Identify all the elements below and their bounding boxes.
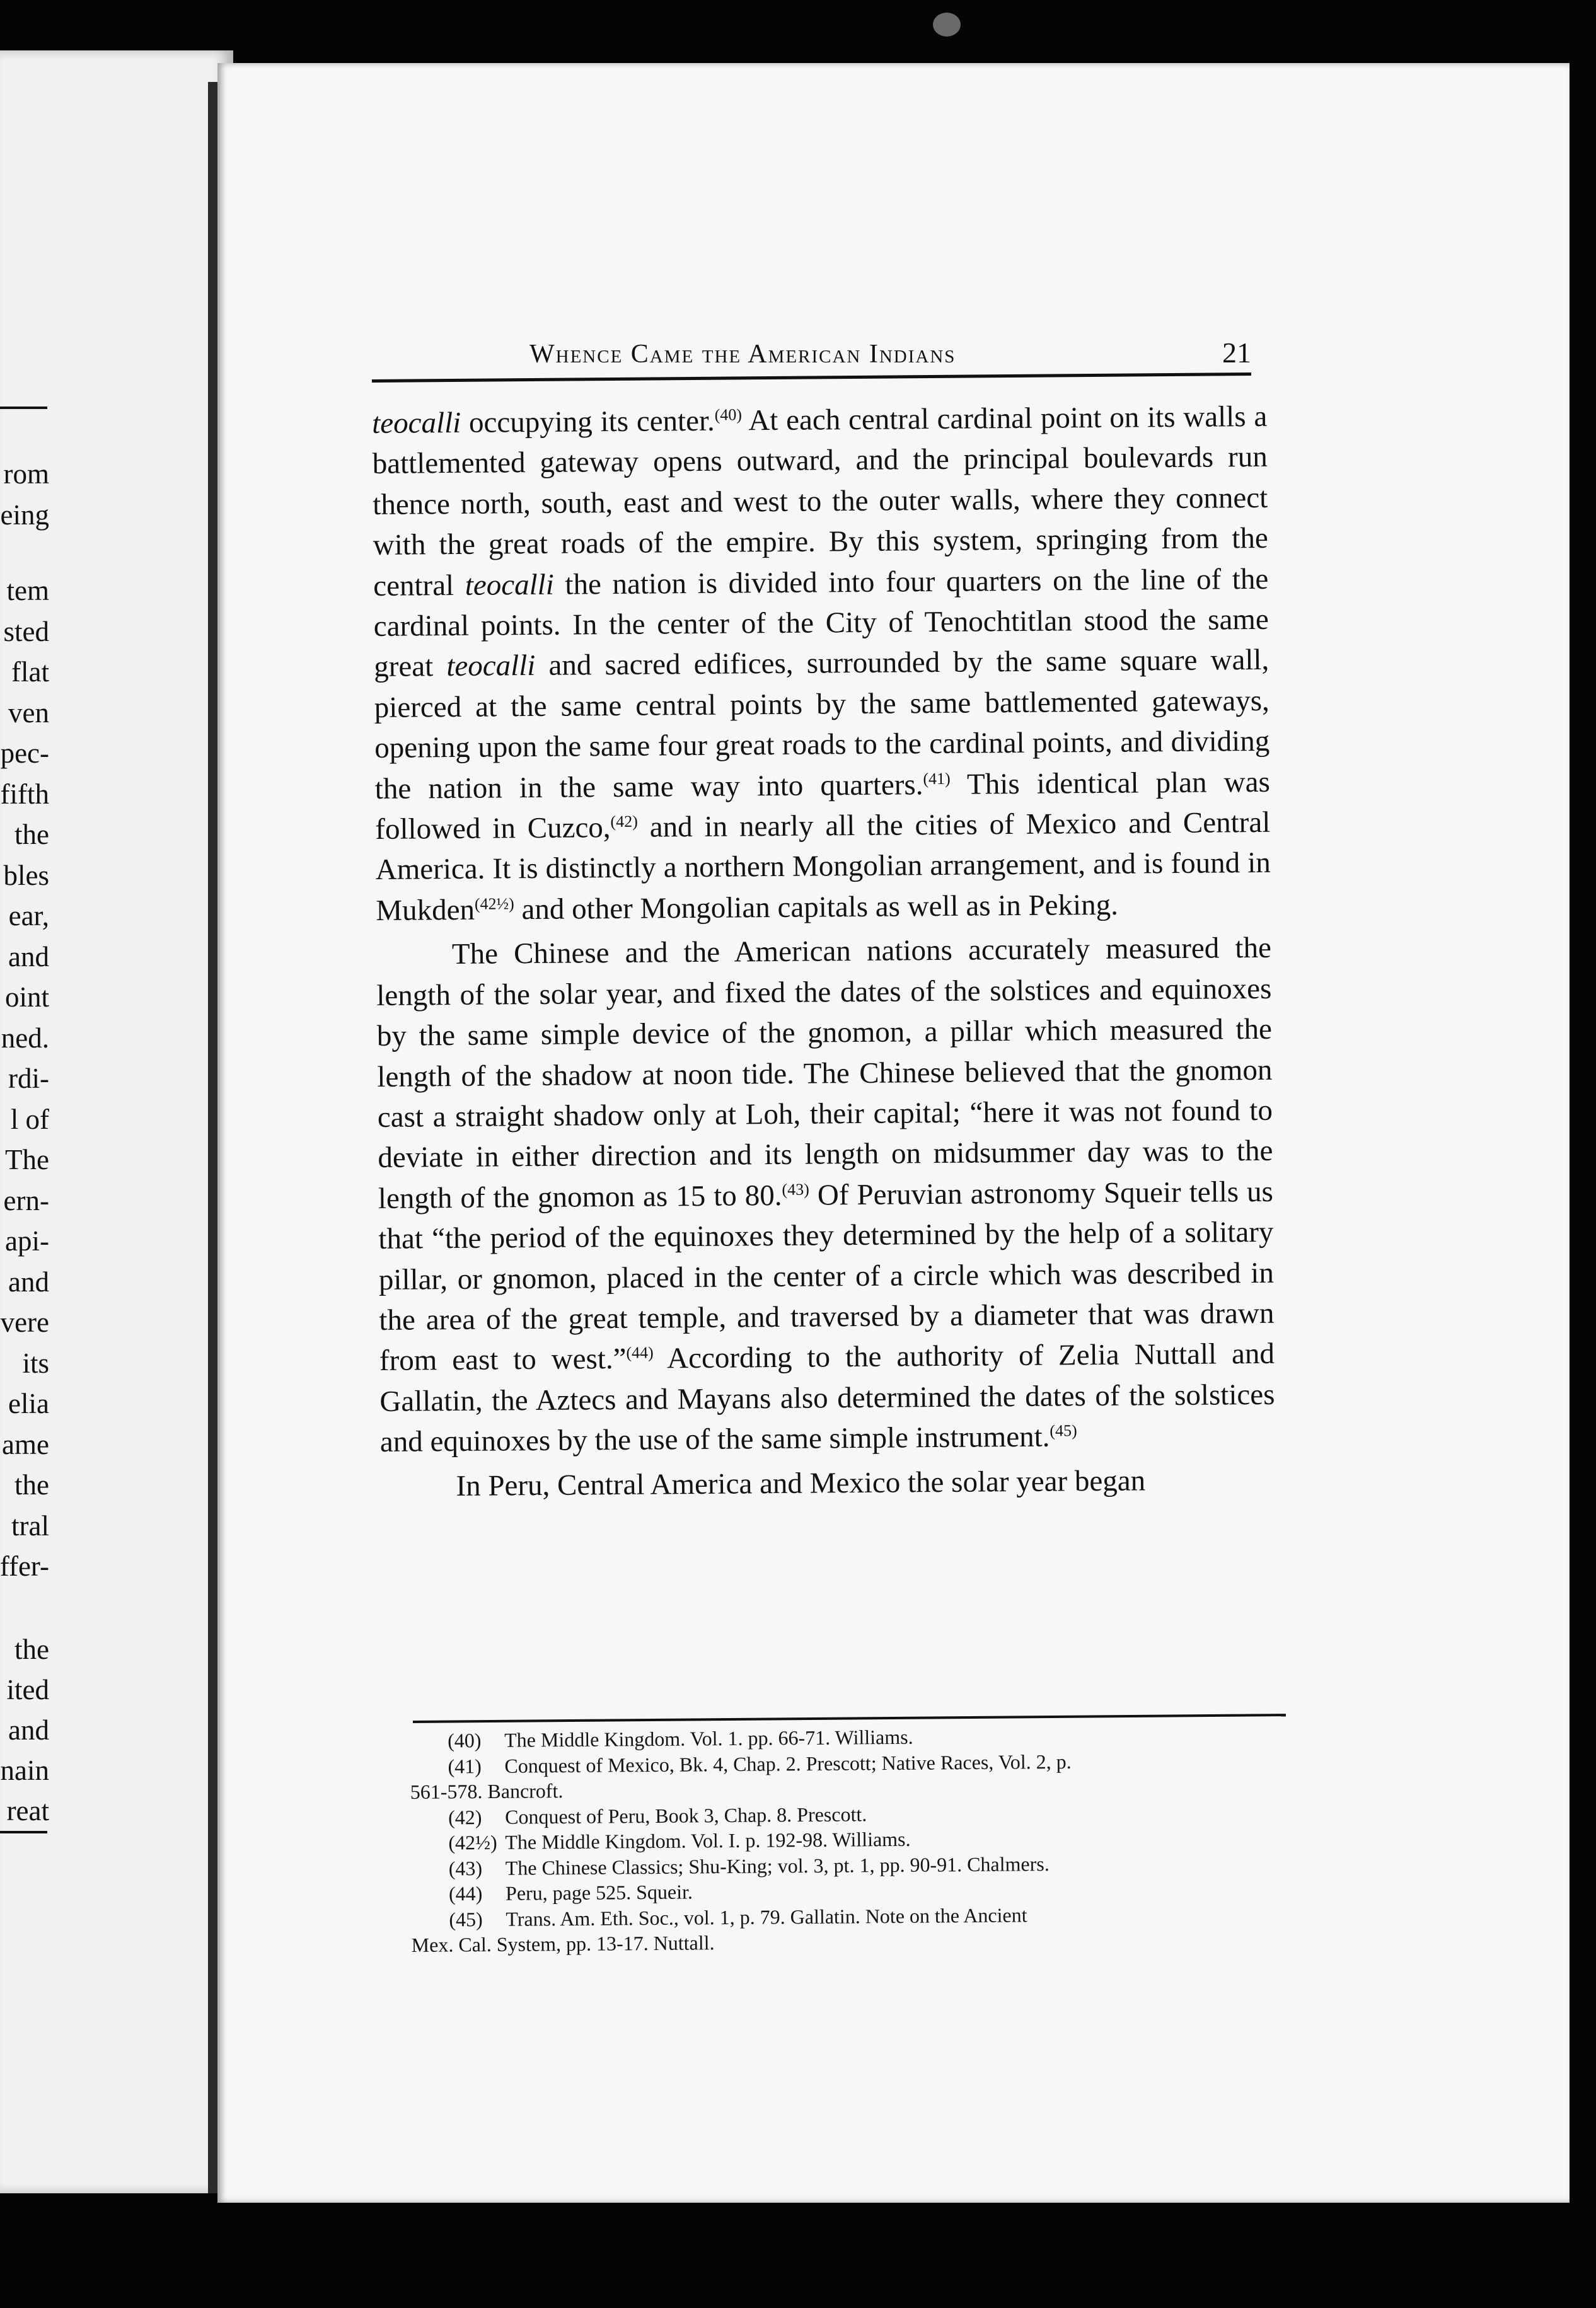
text-run: the nation is divided into four quarters on the line of the cardinal points. In the center of the City of Tenochtitlan stood the same great — [373, 562, 1269, 684]
left-page-fragment: rdi- — [8, 1063, 49, 1094]
left-page-fragment: ited — [6, 1674, 49, 1705]
left-page-fragment: and — [8, 1266, 49, 1298]
left-page-fragment: rom — [3, 458, 49, 490]
paragraph-1 — [372, 396, 1271, 931]
left-page-fragment: api- — [5, 1225, 49, 1257]
paragraph-2 — [376, 928, 1276, 1462]
left-page-fragment: and — [8, 1714, 49, 1746]
note-ref-41: (41) — [923, 769, 951, 788]
footnote-text: Conquest of Mexico, Bk. 4, Chap. 2. Prescott; Native Races, Vol. 2, p. — [504, 1750, 1072, 1777]
left-page-fragment: sted — [3, 615, 49, 647]
footnotes — [410, 1721, 1300, 1958]
footnote-text: Trans. Am. Eth. Soc., vol. 1, p. 79. Gallatin. Note on the Ancient — [506, 1903, 1027, 1930]
left-page-fragment: nain — [0, 1755, 49, 1786]
left-page-fragment: the — [14, 819, 49, 850]
footnote-text: The Chinese Classics; Shu-King; vol. 3, pt. 1, pp. 90-91. Chalmers. — [505, 1852, 1050, 1879]
text-run: and in nearly all the cities of Mexico and Central America. It is distinctly a northern Mongolian arrangement, and is found in Mukden — [375, 805, 1271, 927]
left-page-fragment: pec- — [0, 737, 49, 769]
left-page-fragment: The — [5, 1144, 49, 1175]
note-ref-40: (40) — [714, 405, 743, 424]
note-ref-43: (43) — [782, 1180, 809, 1199]
text-run: and other Mongolian capitals as well as in Peking. — [514, 888, 1119, 926]
left-page-fragment: ffer- — [0, 1550, 49, 1582]
footnote-text: Mex. Cal. System, pp. 13-17. Nuttall. — [411, 1931, 715, 1956]
left-page-fragment: its — [22, 1347, 49, 1379]
footnote-text: The Middle Kingdom. Vol. I. p. 192-98. Williams. — [505, 1827, 911, 1854]
left-page-fragment: eing — [0, 499, 49, 531]
text-run: The Chinese and the American nations accurately measured the length of the solar year, and fixed the dates of the solstices and equinoxes by the same simple device of the gnomon, a pillar which measured the length of the shadow at noon tide. The Chinese believed that the gnomon cast a straight shadow only at Loh, their capital; “here it was not found to deviate in either direction and its length on midsummer day was to the length of the gnomon as 15 to 80. — [376, 932, 1273, 1215]
text-run: According to the authority of Zelia Nuttall and Gallatin, the Aztecs and Mayans also determined the dates of the solstices and equinoxes by the use of the same simple instrument. — [379, 1337, 1275, 1459]
footnote-mark: (43) — [448, 1856, 483, 1880]
italic-term: teocalli — [465, 568, 554, 602]
italic-term: teocalli — [446, 649, 536, 683]
footnote-text: The Middle Kingdom. Vol. 1. pp. 66-71. Williams. — [504, 1725, 913, 1751]
left-page-fragment: ear, — [8, 900, 49, 932]
left-page-fragment: tem — [6, 575, 49, 606]
running-head-title: Whence Came the American Indians — [529, 340, 956, 369]
footnote-mark: (45) — [449, 1907, 483, 1931]
footnote-text: Conquest of Peru, Book 3, Chap. 8. Prescott. — [504, 1802, 867, 1828]
left-page-fragment: reat — [6, 1795, 49, 1826]
text-run: In Peru, Central America and Mexico the solar year began — [456, 1463, 1146, 1503]
left-page-fragment: flat — [11, 656, 49, 688]
facing-page-left — [0, 50, 233, 2193]
left-page-fragment: vere — [0, 1307, 49, 1338]
left-page-fragment: ame — [2, 1428, 49, 1460]
footnote-mark: (40) — [448, 1729, 482, 1752]
left-page-fragment: oint — [4, 981, 49, 1013]
running-head — [312, 333, 1251, 377]
text-run: occupying its center. — [461, 404, 715, 439]
note-ref-45: (45) — [1050, 1421, 1077, 1440]
left-page-fragment: l of — [10, 1103, 49, 1135]
left-page-head-rule — [0, 407, 47, 409]
footnote-mark: (42½) — [448, 1830, 497, 1854]
paragraph-3 — [380, 1459, 1275, 1507]
text-run: This identical plan was followed in Cuzco, — [375, 765, 1270, 846]
text-run: At each central cardinal point on its walls a battlemented gateway opens outward, and the principal boulevards run thence north, south, east and west to the outer walls, where they connect with the great roads of the empire. By this system, springing from the central — [372, 400, 1268, 603]
left-page-fragment: and — [8, 940, 49, 972]
footnote-text: 561-578. Bancroft. — [410, 1779, 564, 1803]
page-number: 21 — [1222, 337, 1251, 369]
left-page-fragment: fifth — [0, 778, 49, 810]
italic-term: teocalli — [372, 406, 461, 440]
note-ref-42-half: (42½) — [474, 894, 514, 913]
footnote-mark: (41) — [448, 1754, 482, 1778]
footnote-mark: (42) — [448, 1805, 482, 1829]
left-page-fragment: bles — [3, 859, 49, 891]
left-page-fragment: tral — [11, 1509, 49, 1542]
footnote-mark: (44) — [448, 1882, 483, 1905]
left-page-fragment: the — [14, 1634, 49, 1665]
note-ref-42: (42) — [610, 812, 638, 831]
note-ref-44: (44) — [626, 1343, 654, 1363]
scan-artifact — [933, 13, 961, 37]
footnote-text: Peru, page 525. Squeir. — [505, 1880, 693, 1905]
text-run: and sacred edifices, surrounded by the same square wall, pierced at the same central points by the same battlemented gateways, opening upon the same four great roads to the cardinal points, and dividing the nation in the same way into quarters. — [374, 643, 1270, 805]
text-run: Of Peruvian astronomy Squeir tells us that “the period of the equinoxes they determined by the help of a solitary pillar, or gnomon, placed in the center of a circle which was described in the area of the great temple, and traversed by a diameter that was drawn from east to west.” — [378, 1175, 1275, 1378]
body-text — [372, 396, 1276, 1507]
left-page-fragment: elia — [8, 1388, 49, 1419]
left-page-foot-rule — [0, 1831, 47, 1833]
left-page-fragment: ern- — [3, 1184, 49, 1216]
left-page-fragment: ned. — [1, 1022, 49, 1054]
left-page-fragment: the — [14, 1469, 49, 1501]
left-page-fragment: ven — [8, 696, 49, 729]
